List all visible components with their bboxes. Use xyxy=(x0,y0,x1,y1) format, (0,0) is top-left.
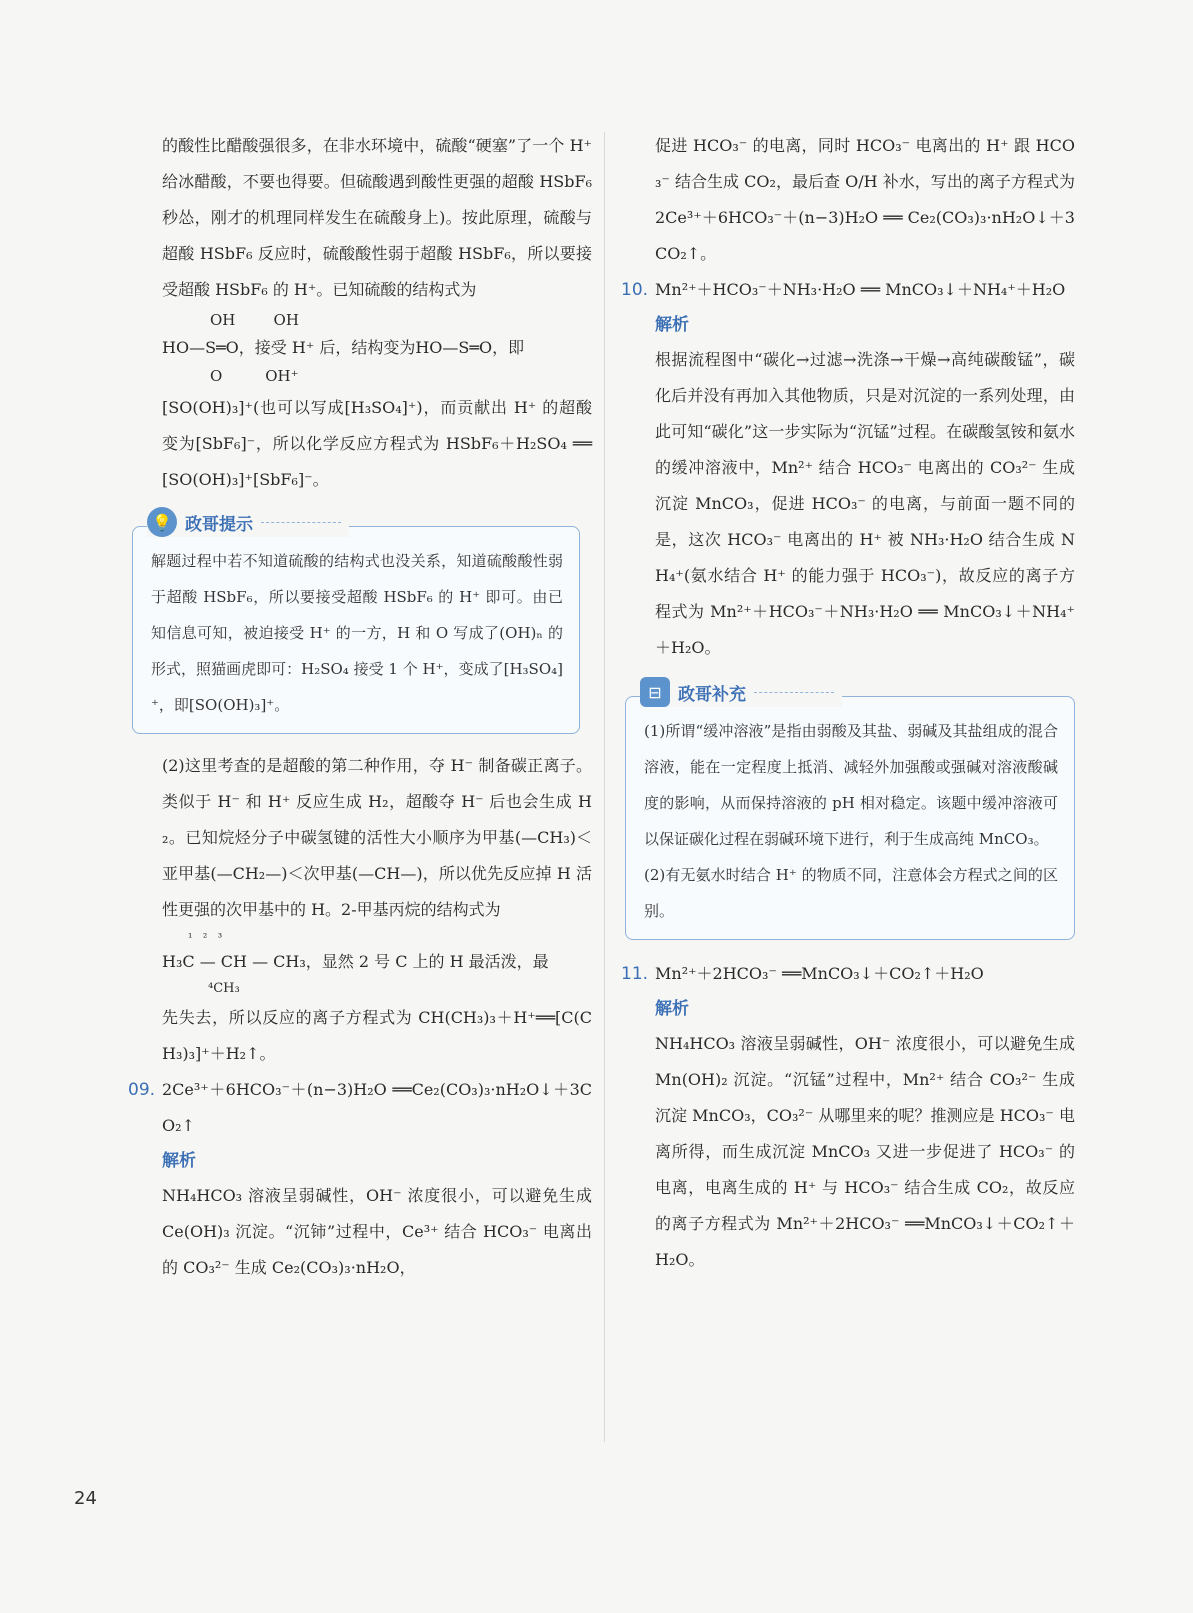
question-9-answer: 2Ce³⁺＋6HCO₃⁻＋(n−3)H₂O ══Ce₂(CO₃)₃·nH₂O↓＋3CO₂↑ xyxy=(162,1080,592,1135)
column-divider xyxy=(604,132,605,1442)
supplement-box xyxy=(625,682,1075,940)
tip-text: 解题过程中若不知道硫酸的结构式也没关系，知道硫酸酸性弱于超酸 HSbF₆，所以要接受超酸 HSbF₆ 的 H⁺ 即可。由已知信息可知，被迫接受 H⁺ 的一方，H 和 O 写成了(OH)ₙ 的形式，照猫画虎即可：H₂SO₄ 接受 1 个 H⁺，变成了[H₃SO₄]⁺，即[SO(OH)₃]⁺。 xyxy=(151,552,563,714)
tip-title: 政哥提示 xyxy=(185,514,253,535)
continued-paragraph: 促进 HCO₃⁻ 的电离，同时 HCO₃⁻ 电离出的 H⁺ 跟 HCO₃⁻ 结合生成 CO₂，最后查 O/H 补水，写出的离子方程式为 2Ce³⁺＋6HCO₃⁻＋(n−3)H₂O ══ Ce₂(CO₃)₃·nH₂O↓＋3CO₂↑。 xyxy=(655,136,1075,263)
tip-dash-line xyxy=(261,522,341,523)
supplement-title: 政哥补充 xyxy=(678,684,746,705)
isobutane-bot: ⁴CH₃ xyxy=(208,981,240,996)
part2-paragraph: (2)这里考查的是超酸的第二种作用，夺 H⁻ 制备碳正离子。类似于 H⁻ 和 H⁺ 反应生成 H₂，超酸夺 H⁻ 后也会生成 H₂。已知烷烃分子中碳氢键的活性大小顺序为甲基(—CH₃)＜亚甲基(—CH₂—)＜次甲基(—CH—)，所以优先反应掉 H 活性更强的次甲基中的 H。2-甲基丙烷的结构式为 xyxy=(162,756,592,919)
tip-box xyxy=(132,512,580,734)
question-10-answer: Mn²⁺＋HCO₃⁻＋NH₃·H₂O ══ MnCO₃↓＋NH₄⁺＋H₂O xyxy=(655,280,1066,299)
question-9-analysis-label: 解析 xyxy=(162,1151,196,1171)
isobutane-top: ¹ ² ³ xyxy=(188,931,223,944)
left-column xyxy=(128,128,592,1286)
question-10 xyxy=(621,272,1075,308)
question-11 xyxy=(621,956,1075,992)
question-10-analysis-text: 根据流程图中“碳化→过滤→洗涤→干燥→高纯碳酸锰”，碳化后并没有再加入其他物质，只是对沉淀的一系列处理，由此可知“碳化”这一步实际为“沉锰”过程。在碳酸氢铵和氨水的缓冲溶液中，Mn²⁺ 结合 HCO₃⁻ 电离出的 CO₃²⁻ 生成沉淀 MnCO₃，促进 HCO₃⁻ 的电离，与前面一题不同的是，这次 HCO₃⁻ 电离出的 H⁺ 被 NH₃·H₂O 结合生成 NH₄⁺(氨水结合 H⁺ 的能力强于 HCO₃⁻)，故反应的离子方程式为 Mn²⁺＋HCO₃⁻＋NH₃·H₂O ══ MnCO₃↓＋NH₄⁺＋H₂O。 xyxy=(655,350,1075,657)
question-10-number: 10. xyxy=(621,280,649,300)
question-10-analysis-label: 解析 xyxy=(655,315,689,335)
right-column xyxy=(621,128,1075,1278)
supplement-header xyxy=(640,677,842,707)
supplement-text-1: (1)所谓“缓冲溶液”是指由弱酸及其盐、弱碱及其盐组成的混合溶液，能在一定程度上抵消、减轻外加强酸或强碱对溶液酸碱度的影响，从而保持溶液的 pH 相对稳定。该题中缓冲溶液可以保证碳化过程在弱碱环境下进行，利于生成高纯 MnCO₃。 xyxy=(644,722,1058,848)
question-9-analysis-text: NH₄HCO₃ 溶液呈弱碱性，OH⁻ 浓度很小，可以避免生成 Ce(OH)₃ 沉淀。“沉铈”过程中，Ce³⁺ 结合 HCO₃⁻ 电离出的 CO₃²⁻ 生成 Ce₂(CO₃)₃·nH₂O， xyxy=(162,1186,592,1277)
sulfuric-structure xyxy=(162,310,592,386)
supplement-dash-line xyxy=(754,692,834,693)
structure-bot: O OH⁺ xyxy=(210,367,299,385)
note-icon: ⊟ xyxy=(640,677,670,707)
question-9 xyxy=(128,1072,592,1144)
after-structure-paragraph: [SO(OH)₃]⁺(也可以写成[H₃SO₄]⁺)，而贡献出 H⁺ 的超酸变为[SbF₆]⁻，所以化学反应方程式为 HSbF₆＋H₂SO₄ ══[SO(OH)₃]⁺[SbF₆]⁻。 xyxy=(162,398,592,489)
question-11-analysis-text: NH₄HCO₃ 溶液呈弱碱性，OH⁻ 浓度很小，可以避免生成 Mn(OH)₂ 沉淀。“沉锰”过程中，Mn²⁺ 结合 CO₃²⁻ 生成沉淀 MnCO₃，CO₃²⁻ 从哪里来的呢？推测应是 HCO₃⁻ 电离所得，而生成沉淀 MnCO₃ 又进一步促进了 HCO₃⁻ 的电离，电离生成的 H⁺ 与 HCO₃⁻ 结合生成 CO₂，故反应的离子方程式为 Mn²⁺＋2HCO₃⁻ ══MnCO₃↓＋CO₂↑＋H₂O。 xyxy=(655,1034,1075,1269)
intro-paragraph: 的酸性比醋酸强很多，在非水环境中，硫酸“硬塞”了一个 H⁺ 给冰醋酸，不要也得要。但硫酸遇到酸性更强的超酸 HSbF₆ 秒怂，刚才的机理同样发生在硫酸身上)。按此原理，硫酸与超酸 HSbF₆ 反应时，硫酸酸性弱于超酸 HSbF₆，所以要接受超酸 HSbF₆ 的 H⁺。已知硫酸的结构式为 xyxy=(162,136,592,299)
question-11-answer: Mn²⁺＋2HCO₃⁻ ══MnCO₃↓＋CO₂↑＋H₂O xyxy=(655,964,984,983)
question-11-number: 11. xyxy=(621,964,649,984)
tip-header xyxy=(147,507,349,537)
isobutane-mid: H₃C — CH — CH₃，显然 2 号 C 上的 H 最活泼，最 xyxy=(162,952,549,971)
structure-top: OH OH xyxy=(210,311,299,329)
lightbulb-icon: 💡 xyxy=(147,507,177,537)
question-11-analysis-label: 解析 xyxy=(655,999,689,1019)
part2-end: 先失去，所以反应的离子方程式为 CH(CH₃)₃＋H⁺══[C(CH₃)₃]⁺＋H₂↑。 xyxy=(162,1008,592,1063)
structure-mid: HO—S═O，接受 H⁺ 后，结构变为HO—S═O，即 xyxy=(162,338,525,357)
question-9-number: 09. xyxy=(128,1080,156,1100)
page-number: 24 xyxy=(74,1488,97,1509)
isobutane-structure xyxy=(162,932,592,998)
supplement-text-2: (2)有无氨水时结合 H⁺ 的物质不同，注意体会方程式之间的区别。 xyxy=(644,866,1058,920)
